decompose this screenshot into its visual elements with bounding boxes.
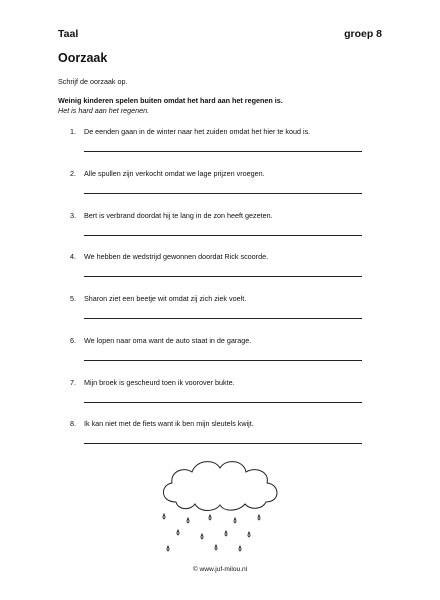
exercise-number: 6. bbox=[70, 336, 76, 345]
answer-line[interactable] bbox=[84, 151, 362, 152]
exercise-sentence: We hebben de wedstrijd gewonnen doordat Rick scoorde. bbox=[84, 252, 269, 261]
rain-cloud-icon bbox=[150, 452, 290, 562]
answer-line[interactable] bbox=[84, 360, 362, 361]
answer-line[interactable] bbox=[84, 443, 362, 444]
exercise-number: 4. bbox=[70, 252, 76, 261]
exercise-sentence: De eenden gaan in de winter naar het zuiden omdat het hier te koud is. bbox=[84, 127, 311, 136]
exercise-sentence: Sharon ziet een beetje wit omdat zij zich ziek voelt. bbox=[84, 294, 247, 303]
exercise-number: 5. bbox=[70, 294, 76, 303]
exercise-sentence: Bert is verbrand doordat hij te lang in de zon heeft gezeten. bbox=[84, 211, 273, 220]
exercise-item bbox=[0, 336, 440, 376]
exercise-number: 1. bbox=[70, 127, 76, 136]
answer-line[interactable] bbox=[84, 276, 362, 277]
exercise-item bbox=[0, 378, 440, 418]
exercise-sentence: We lopen naar oma want de auto staat in de garage. bbox=[84, 336, 252, 345]
exercise-sentence: Mijn broek is gescheurd toen ik voorover bukte. bbox=[84, 378, 235, 387]
subject-label: Taal bbox=[58, 28, 79, 40]
exercise-sentence: Alle spullen zijn verkocht omdat we lage prijzen vroegen. bbox=[84, 169, 265, 178]
example-sentence: Weinig kinderen spelen buiten omdat het hard aan het regenen is. bbox=[58, 96, 283, 105]
answer-line[interactable] bbox=[84, 193, 362, 194]
exercise-sentence: Ik kan niet met de fiets want ik ben mijn sleutels kwijt. bbox=[84, 419, 254, 428]
exercise-item bbox=[0, 294, 440, 334]
exercise-item bbox=[0, 127, 440, 167]
page-title: Oorzaak bbox=[58, 51, 108, 65]
answer-line[interactable] bbox=[84, 318, 362, 319]
exercise-item bbox=[0, 169, 440, 209]
exercise-number: 8. bbox=[70, 419, 76, 428]
exercise-item bbox=[0, 252, 440, 292]
instruction-text: Schrijf de oorzaak op. bbox=[58, 77, 128, 86]
exercise-number: 2. bbox=[70, 169, 76, 178]
exercise-item bbox=[0, 211, 440, 251]
exercise-number: 3. bbox=[70, 211, 76, 220]
example-answer: Het is hard aan het regenen. bbox=[58, 106, 150, 115]
exercise-number: 7. bbox=[70, 378, 76, 387]
answer-line[interactable] bbox=[84, 402, 362, 403]
answer-line[interactable] bbox=[84, 235, 362, 236]
footer-copyright: © www.juf-milou.nl bbox=[192, 566, 248, 573]
group-label: groep 8 bbox=[344, 28, 382, 40]
